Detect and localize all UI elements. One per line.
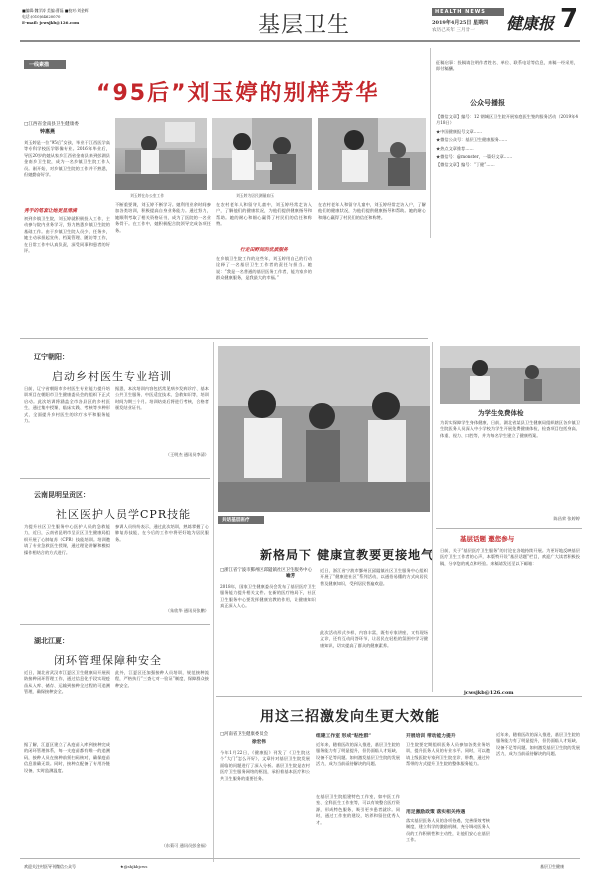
bottom-headline: 用这三招激发向生更大效能 (260, 709, 440, 725)
phone-line: 电话:(010)64620070 (22, 14, 61, 19)
left-column-divider (213, 342, 214, 862)
main-body-4: 在农村老年人和留守儿童中，刘玉婷经常走访入户，了解他们的健康状况，为他们提供健康指导和帮助。她的耐心和细心赢得了村民们的信任和称赞。 (216, 202, 312, 227)
main-body-3: 不断重要课，刘玉婷不断学习。她利用业余时间参加各类培训，积极提高自身业务能力。通过努力，她顺利考取了相关资格证书，成为了医院的一名业务骨干。在工作中，她积极配合院领导完成各项任务。 (115, 202, 211, 233)
sidebar-item[interactable]: 【微信文章】编号：“丁健”…… (436, 162, 495, 168)
bottom-byline-org: □河南省卫生健康委员会 (220, 732, 269, 737)
masthead-rule (20, 40, 580, 42)
rule-liaoning-end (20, 478, 210, 479)
rule-sidebar-mid-end (436, 528, 582, 529)
sidebar-top-text: 征稿启事：投稿请注明作者姓名、单位、联系电话等信息，来稿一经采用，即付稿酬。 (436, 60, 578, 72)
main-body-1: 刘玉婷是一位“95后”女孩，毕业于江西医学高等专科学校医学影像专业。2016年毕业后，导医20岁的她从家乡江西省金南县来到彭湖县金南乡卫生院，成为一名乡镇卫生院工作人员。刚开始，对乡镇卫生院的工作并不熟悉，但她勤奋好学。 (24, 140, 110, 178)
footer-code: ★@shjkbjcws (120, 864, 148, 869)
issue-date: 2019年4月25日 星期四 (432, 20, 489, 26)
hubei-region: 湖北江夏： (34, 636, 69, 645)
photo-blood-pressure (212, 118, 312, 190)
zhejiang-body-2: 近日，浙江省宁波市鄞州区邱隘镇社区卫生服务中心组织开展了“健康进社区”系列活动，以通俗易懂的方式向居民普及健康知识，受到居民普遍欢迎。 (320, 568, 428, 586)
health-news-bar (432, 8, 504, 16)
zhejiang-tag-label: 共话基层医疗 (222, 518, 250, 523)
main-body-5: 在乡镇卫生院工作的这些年，刘玉婷用自己的行动诠释了一名基层卫生工作者的责任与担当。她说：“我是一名普通的基层医务工作者，能为家乡的群众健康服务，是我最大的幸福。” (216, 256, 312, 281)
photo-stethoscope (318, 118, 426, 190)
footer-left: 欢迎关注村医导刊微信公众号 (24, 864, 76, 869)
zhejiang-byline-org: □浙江省宁波市鄞州区邱隘镇社区卫生服务中心 (220, 568, 312, 573)
bottom-subhead-3: 用足激励政策 落实相关待遇 (406, 809, 466, 815)
zhejiang-body-3: 此次活动形式多样，内容丰富，既有专家讲座，又有现场义诊，还有互动问答环节，让居民在轻松的氛围中学习健康知识，切实提高了群众的健康素养。 (320, 630, 428, 648)
sidebar-item[interactable]: ★热点文章推荐…… (436, 145, 474, 151)
bottom-body-1: 今年1月22日，《健康报》刊发了《卫生院这个“大门”怎么开好》，文章针对基层卫生院发展面临的问题进行了深入分析。基层卫生院是农村医疗卫生服务网络的枢纽，承担着基本医疗和公共卫生服务的重要任务。 (220, 750, 310, 781)
liaoning-body-1: 日前，辽宁省朝阳市乡村医生专业能力提升培训项目在朝阳市卫生健康委员会的组织下正式启动。此次培训将涵盖全市各县区的乡村医生，通过集中授课、临床实践、考核等多种形式，全面提升乡村医生的诊疗水平和服务能力。 (24, 386, 110, 424)
photo-office-caption: 刘玉婷在办公室工作 (130, 193, 165, 198)
liaoning-region: 辽宁朝阳： (34, 352, 69, 361)
section-title: 基层卫生 (258, 13, 351, 38)
rule-bottom-article (216, 696, 582, 697)
liaoning-author: （王明杰 通讯员李清） (165, 452, 209, 457)
sidebar-bottom-title: 基层话题 邀您参与 (460, 535, 515, 543)
bottom-subhead-2: 开展培训 带动能力提升 (406, 733, 456, 739)
zhejiang-byline-name: 喻芳 (286, 574, 296, 579)
bottom-body-3: 在基层卫生院组建特色工作室，如中医工作室、全科医生工作室等，可以有效整合医疗资源，形成特色服务，吸引更多患者就诊。同时，通过工作室的建设，培养和留住优秀人才。 (316, 794, 400, 825)
sidebar-mid-author: 陈昌荣 张婷婷 (553, 516, 580, 521)
right-column-divider (432, 342, 433, 692)
bottom-byline-name: 徐宏伟 (252, 740, 266, 745)
zhejiang-tag (218, 516, 264, 524)
paper-name: 健康报 (506, 14, 555, 33)
health-news-label: HEALTH NEWS (435, 9, 486, 15)
yunnan-region: 云南昆明呈贡区： (34, 490, 90, 499)
sidebar-email[interactable]: jcwsjkb@126.com (464, 690, 514, 696)
sidebar-item[interactable]: ★中国健康报号文章…… (436, 128, 483, 134)
zhejiang-body-1: 2018年，国家卫生健康委员会发布了基层医疗卫生服务能力提升相关文件。在新的医疗格局下，社区卫生服务中心要发挥健康宣教的作用，让健康知识真正深入人心。 (220, 584, 316, 609)
sidebar-top-title: 公众号播报 (470, 98, 505, 107)
yunnan-author: （朱欣华 通讯员张鹏） (165, 608, 209, 613)
sidebar-item[interactable]: ★微信号：@monster，一篇好文章…… (436, 154, 513, 160)
hubei-body-3: 此外，江夏区还加强接种人员培训，规范接种流程，严格执行“三查七对一验证”制度，保障群众接种安全。 (115, 670, 209, 688)
footer-label: 基层卫生健康 (540, 864, 564, 869)
sidebar-item[interactable]: ★微信公众号：基层卫生健康服务…… (436, 137, 508, 143)
rule-main-end (20, 338, 428, 339)
yunnan-body-2: 参训人员纷纷表示，通过此次培训，熟练掌握了心肺复苏技能，在今后的工作中将更好地为居民服务。 (115, 524, 209, 542)
zhejiang-headline: 新格局下 健康宣教要更接地气 (260, 548, 435, 562)
bottom-body-4: 卫生院要定期组织医务人员参加各类业务培训，提升医务人员的专业水平。同时，可以邀请上级医院专家到卫生院坐诊、带教，通过传帮带的方式提升卫生院的整体服务能力。 (406, 742, 490, 767)
hubei-author: （东菊可 通讯员彭金福） (161, 843, 209, 848)
main-subhead-1: 秀手的笔套让她更显清满 (24, 208, 77, 214)
sidebar-mid-title: 为学生免费体检 (478, 409, 524, 417)
sidebar-mid-body: 为切实保障学生身体健康，日前，湖北省某县卫生健康局组织辖区各乡镇卫生院医务人员深入中小学校为学生开展免费健康体检，检查项目包括身高、体重、视力、口腔等，并为每名学生建立了健康档案。 (440, 420, 580, 438)
photo-student-checkup (440, 346, 580, 404)
main-feature-tag-label: 一线素描 (29, 62, 50, 68)
rule-yunnan-end (20, 624, 210, 625)
bottom-body-5: 落实基层医务人员的各项待遇，完善绩效考核制度，建立科学的激励机制，充分调动医务人员的工作积极性和主动性，让他们安心在基层工作。 (406, 818, 490, 843)
hubei-headline: 闭环管理保障种安全 (54, 654, 162, 667)
main-headline: “95后”刘玉婷的别样芳华 (96, 81, 380, 106)
masthead (0, 0, 600, 42)
bottom-subhead-1: 组建工作室 形成“粘性群” (316, 733, 372, 739)
main-body-6: 在农村老年人和留守儿童中，刘玉婷经常走访入户，了解他们的健康状况，为他们提供健康指导和帮助。她的耐心和细心赢得了村民们的信任和称赞。 (318, 202, 426, 220)
hubei-body-1: 近日，湖北省武汉市江夏区卫生健康局开展预防接种闭环管理工作，通过信息化手段实现疫苗从入库、储存、运输到接种全过程的可追溯管理，确保接种安全。 (24, 670, 110, 695)
yunnan-headline: 社区医护人员学CPR技能 (56, 508, 192, 521)
sidebar-bottom-body: 日前，关于“基层医疗卫生服务”的讨论在各地持续开展。为更好地反映基层医疗卫生工作者的心声，本版特开设“基层话题”栏目，欢迎广大读者积极投稿，分享您的观点和经验。来稿请发送至以下邮箱： (440, 548, 580, 566)
photo-health-class (218, 346, 430, 512)
sidebar-item[interactable]: 【微信文章】编号：12 钢城区卫生院开展家庭医生签约服务活动（2019年4月18日） (436, 114, 578, 126)
main-feature-tag (24, 60, 66, 69)
sidebar-top-list (436, 114, 578, 238)
liaoning-body-2: 据悉，本次培训内容包括常见病多发病诊疗、基本公共卫生服务、中医适宜技术、急救知识等，培训时间为期三个月。培训结束后将进行考核，合格者颁发结业证书。 (115, 386, 209, 411)
bottom-body-2: 近年来，随着医改的深入推进，基层卫生院的服务能力有了明显提升，但仍面临人才短缺、设备不足等问题。如何激发基层卫生院的发展活力，成为当前亟待解决的问题。 (316, 742, 400, 767)
main-body-2: 初到乡镇卫生院，刘玉婷就积极投入工作，主动参与院内业务学习，努力熟悉乡镇卫生院的基础工作。由于乡镇卫生院人员少、任务多，她主动承担起宣传、档案管理、随访等工作，在日常工作中认真负责，深受同事和患者的好评。 (24, 216, 110, 254)
photo-office (115, 118, 207, 190)
sidebar-divider-top (430, 48, 431, 238)
photo-bp-caption: 刘玉婷为居民测量血压 (236, 193, 274, 198)
hubei-body-2: 据了解，江夏区建立了从疫苗入库到接种完成的闭环管理体系，每一支疫苗都有唯一的追溯码，接种人员在接种前须扫码核对，确保疫苗信息准确无误。同时，接种点配备了专用冷链设备，实时监测温度。 (24, 742, 110, 773)
main-byline-org: □江西省金南县卫生健康委 (24, 122, 79, 127)
bottom-body-6: 近年来，随着医改的深入推进，基层卫生院的服务能力有了明显提升，但仍面临人才短缺、设备不足等问题。如何激发基层卫生院的发展活力，成为当前亟待解决的问题。 (496, 732, 580, 757)
footer-rule (20, 858, 580, 859)
editor-line: ■编辑:魏学涛 美编:曹磊 ■校对:刘金辉 (22, 8, 89, 13)
yunnan-body-1: 为提升社区卫生服务中心医护人员的急救能力，近日，云南省昆明市呈贡区卫生健康局组织开展了心肺复苏（CPR）技能培训。培训邀请了专业急救医生授课，通过理论讲解和模拟操作相结合的方式进行。 (24, 524, 110, 555)
main-subhead-2: 行走田野间的优质服务 (240, 247, 288, 253)
email-line: E-mail: jcwsjkb@126.com (22, 20, 80, 25)
lunar-date: 农历己亥年 三月廿一 (432, 28, 475, 33)
page-number: 7 (560, 4, 579, 34)
main-byline-name: 钟惠燕 (40, 129, 56, 135)
liaoning-headline: 启动乡村医生专业培训 (52, 370, 172, 383)
